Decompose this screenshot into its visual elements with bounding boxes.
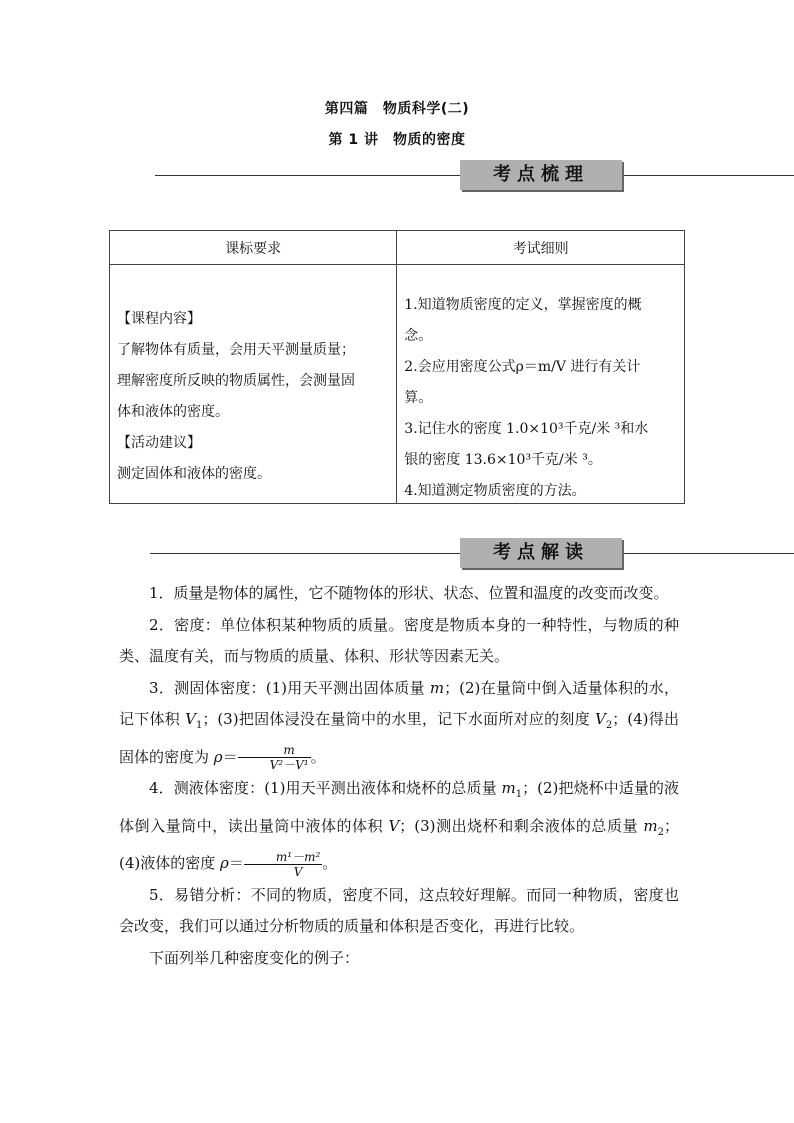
details-cell [397,265,685,504]
table-header-details: 考试细则 [397,231,685,265]
standards-text [111,266,395,502]
solid-density-formula: $\frac{m}{\text{V²－V¹}}$ [238,743,311,772]
table-line: 3.记住水的密度 1.0×10³千克/米 ³和水 [404,421,649,437]
section1-banner: 考点梳理 [460,160,622,190]
liquid-density-formula: $\frac{\text{m¹－m²}}{V}$ [244,850,322,879]
table-line: 4.知道测定物质密度的方法。 [404,483,586,499]
table-line: 算。 [404,390,433,406]
table-line: 【课程内容】 [117,311,201,327]
details-text [398,266,683,502]
table-line: 【活动建议】 [117,435,201,451]
table-line: 2.会应用密度公式ρ＝m/V 进行有关计 [404,359,641,375]
paragraph-solid-density: 3．测固体密度：(1)用天平测出固体质量 m；(2)在量筒中倒入适量体积的水，记下体积 $V_1$；(3)把固体浸没在量筒中的水里，记下水面所对应的刻度 $V_2$；(4)得出固体的密度为 ρ＝ $\frac{m}{\text{V²－V¹}}$ 。 [119,678,680,772]
paragraph-density: 2．密度：单位体积某种物质的质量。密度是物质本身的一种特性，与物质的种类、温度有关，而与物质的质量、体积、形状等因素无关。 [119,615,679,665]
requirements-table [109,230,685,504]
table-line: 理解密度所反映的物质属性，会测量固 [117,373,355,389]
table-line: 体和液体的密度。 [117,404,229,420]
lesson-title: 第 1 讲 物质的密度 [328,132,466,148]
part-title: 第四篇 物质科学(二) [324,101,470,117]
table-header-standards: 课标要求 [110,231,397,265]
paragraph-mass: 1．质量是物体的属性，它不随物体的形状、状态、位置和温度的改变而改变。 [149,584,669,602]
table-line: 1.知道物质密度的定义，掌握密度的概 [404,297,642,313]
paragraph-liquid-density: 4．测液体密度：(1)用天平测出液体和烧杯的总质量 $m_1$；(2)把烧杯中适量的液体倒入量筒中，读出量筒中液体的体积 V；(3)测出烧杯和剩余液体的总质量 $m_2$；(4)液体的密度 ρ＝ $\frac{\text{m¹－m²}}{V}$ 。 [119,779,680,879]
table-line: 念。 [404,328,433,344]
paragraph-examples-intro: 下面列举几种密度变化的例子： [149,948,360,967]
standards-cell [110,265,397,504]
table-line: 测定固体和液体的密度。 [117,466,271,482]
paragraph-error-analysis: 5．易错分析：不同的物质，密度不同，这点较好理解。而同一种物质，密度也会改变，我们可以通过分析物质的质量和体积是否变化，再进行比较。 [119,885,679,935]
body-text [119,578,679,974]
section2-banner: 考点解读 [460,538,622,568]
table-line: 了解物体有质量，会用天平测量质量； [117,342,355,358]
table-line: 银的密度 13.6×10³千克/米 ³。 [404,452,602,468]
